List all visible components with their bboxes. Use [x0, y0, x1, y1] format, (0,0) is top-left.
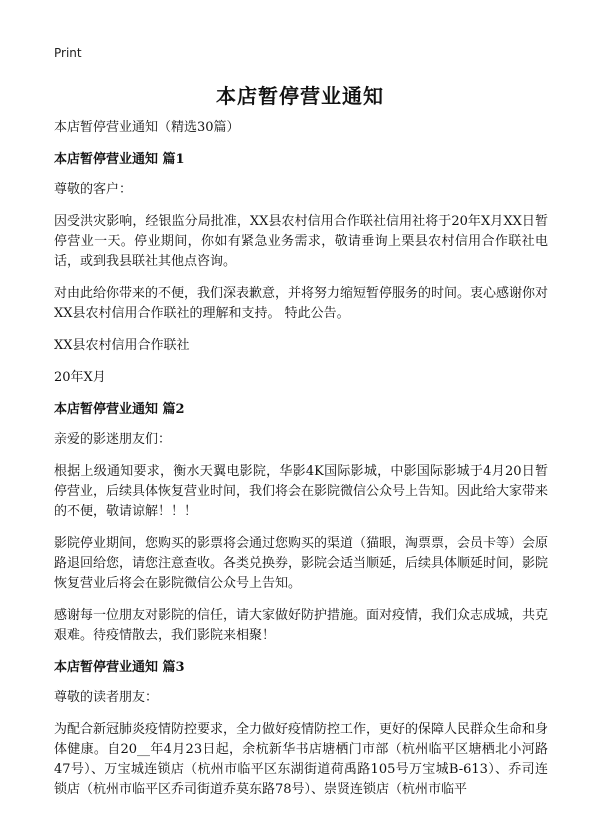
print-label[interactable]: Print [54, 46, 82, 60]
paragraph: 因受洪灾影响，经银监分局批准，XX县农村信用合作联社信用社将于20年X月XX日暂停营业一天。停业期间，你如有紧急业务需求，敬请垂询上栗县农村信用合作联社电话，或到我县联社其他点咨询。 [54, 214, 548, 269]
salutation: 亲爱的影迷朋友们： [54, 432, 172, 447]
document-body [54, 118, 548, 812]
date-line: 20年X月 [54, 370, 106, 385]
signature: XX县农村信用合作联社 [54, 338, 190, 353]
page-title: 本店暂停营业通知 [216, 84, 384, 108]
section-1 [54, 150, 548, 388]
section-3 [54, 658, 548, 800]
document-subtitle: 本店暂停营业通知（精选30篇） [54, 120, 240, 135]
salutation: 尊敬的读者朋友： [54, 690, 159, 705]
section-2 [54, 400, 548, 646]
paragraph: 对由此给你带来的不便，我们深表歉意，并将努力缩短暂停服务的时间。衷心感谢你对XX县农村信用合作联社的理解和支持。 特此公告。 [54, 286, 549, 321]
section-heading: 本店暂停营业通知 篇1 [54, 152, 185, 167]
salutation: 尊敬的客户： [54, 182, 133, 197]
section-heading: 本店暂停营业通知 篇2 [54, 402, 185, 417]
paragraph: 为配合新冠肺炎疫情防控要求，全力做好疫情防控工作，更好的保障人民群众生命和身体健康。自20__年4月23日起，余杭新华书店塘栖门市部（杭州临平区塘栖北小河路47号）、万宝城连锁店（杭州市临平区东湖街道荷禹路105号万宝城B-613）、乔司连锁店（杭州市临平区乔司街道乔莫东路78号）、崇贤连锁店（杭州市临平 [54, 722, 549, 797]
paragraph: 影院停业期间，您购买的影票将会通过您购买的渠道（猫眼，淘票票，会员卡等）会原路退回给您，请您注意查收。各类兑换券，影院会适当顺延，后续具体顺延时间，影院恢复营业后将会在影院微信公众号上告知。 [54, 536, 549, 591]
paragraph: 感谢每一位朋友对影院的信任，请大家做好防护措施。面对疫情，我们众志成城，共克艰难。待疫情散去，我们影院来相聚！ [54, 608, 549, 643]
section-heading: 本店暂停营业通知 篇3 [54, 660, 185, 675]
paragraph: 根据上级通知要求，衡水天翼电影院，华影4K国际影城，中影国际影城于4月20日暂停营业，后续具体恢复营业时间，我们将会在影院微信公众号上告知。因此给大家带来的不便，敬请谅解！！！ [54, 464, 549, 519]
